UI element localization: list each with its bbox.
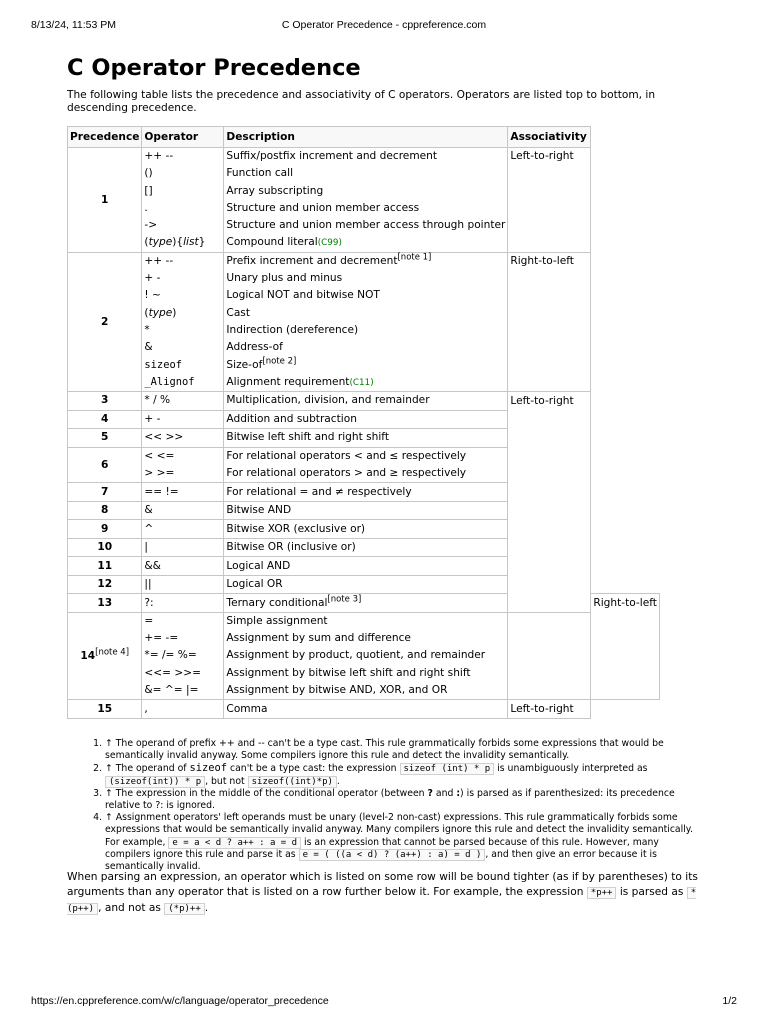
description-cell: Bitwise left shift and right shift xyxy=(224,429,508,448)
table-row-precedence-15 xyxy=(68,700,660,719)
note-text: , but not xyxy=(205,775,248,787)
description-cell xyxy=(224,252,508,391)
closing-paragraph xyxy=(67,870,707,917)
description-text: Size-of xyxy=(226,358,263,371)
paragraph-text: . xyxy=(204,902,209,914)
operator-part: list xyxy=(183,236,199,249)
operator-part: } xyxy=(198,236,206,249)
description: Structure and union member access through pointer xyxy=(226,219,506,232)
description: Address-of xyxy=(226,341,283,354)
operator-part: ){ xyxy=(172,236,184,249)
intro-paragraph: The following table lists the precedence and associativity of C operators. Operators are listed top to bottom, in descending precedence. xyxy=(67,89,656,114)
print-date: 8/13/24, 11:53 PM xyxy=(31,19,117,31)
note-text: , and then give an error because it is semantically invalid. xyxy=(105,848,657,873)
description xyxy=(226,374,505,391)
note-text: . xyxy=(336,775,340,787)
note-text: ↑ The expression in the middle of the conditional operator (between xyxy=(105,787,428,799)
operator: = xyxy=(144,614,154,627)
description-cell: Logical AND xyxy=(224,557,508,576)
precedence-table xyxy=(67,126,660,719)
table-row-precedence-2 xyxy=(68,252,660,391)
operator-cell: & xyxy=(142,501,224,520)
table-row-precedence-3 xyxy=(68,392,660,411)
operator-cell: << >> xyxy=(142,429,224,448)
operator: *= /= %= xyxy=(144,649,197,662)
operator-part: ( xyxy=(144,236,149,249)
associativity-cell: Left-to-right xyxy=(508,148,591,253)
note-4 xyxy=(105,812,701,873)
description-cell: Bitwise OR (inclusive or) xyxy=(224,538,508,557)
associativity-cell: Right-to-left xyxy=(591,594,660,700)
header-precedence: Precedence xyxy=(68,127,142,148)
operator-cell xyxy=(142,252,224,391)
operator: ++ -- xyxy=(144,254,174,267)
operator: -> xyxy=(144,219,158,232)
operator-cell: == != xyxy=(142,483,224,502)
operator-cell: , xyxy=(142,700,224,719)
code-snippet: (sizeof(int)) * p xyxy=(105,776,205,788)
description-cell xyxy=(224,612,508,699)
operator: [] xyxy=(144,184,153,197)
description-cell: Comma xyxy=(224,700,508,719)
operator-cell: + - xyxy=(142,410,224,429)
note-text: can't be a type cast: the expression xyxy=(227,763,400,775)
description: For relational operators < and ≤ respectively xyxy=(226,449,467,462)
paragraph-text: , and not as xyxy=(98,902,165,914)
description-cell: Bitwise AND xyxy=(224,501,508,520)
associativity-cell: Right-to-left xyxy=(508,252,591,391)
operator-cell: | xyxy=(142,538,224,557)
description: Assignment by sum and difference xyxy=(226,632,411,645)
operator: + - xyxy=(144,272,161,285)
note-link[interactable]: [note 2] xyxy=(262,356,297,367)
description-cell xyxy=(224,594,508,613)
precedence-cell: 1 xyxy=(68,148,142,253)
operator: <<= >>= xyxy=(144,666,202,679)
precedence-cell: 13 xyxy=(68,594,142,613)
page-number: 1/2 xyxy=(722,995,737,1007)
description: Function call xyxy=(226,167,294,180)
description-cell: Multiplication, division, and remainder xyxy=(224,392,508,411)
precedence-cell: 11 xyxy=(68,557,142,576)
note-text: ↑ The operand of xyxy=(105,763,190,775)
operator-cell xyxy=(142,612,224,699)
description-cell xyxy=(224,447,508,483)
associativity-cell: Left-to-right xyxy=(508,392,591,613)
code-snippet: sizeof((int)*p) xyxy=(248,776,337,788)
code-snippet: (*p)++ xyxy=(164,903,205,915)
operator: ! ~ xyxy=(144,289,161,302)
precedence-cell: 8 xyxy=(68,501,142,520)
note-1: 1. ↑ The operand of prefix ++ and -- can't be a type cast. This rule grammatically forbids some expressions that would be semantically invalid anyway. Some compilers ignore this rule and detect the invalidity semantically. xyxy=(105,738,701,762)
note-text: and xyxy=(432,787,457,799)
version-tag[interactable]: (C11) xyxy=(349,377,374,388)
operator: > >= xyxy=(144,466,175,479)
description: Assignment by product, quotient, and remainder xyxy=(226,649,486,662)
operator-part: ( xyxy=(144,306,149,319)
operator: += -= xyxy=(144,632,179,645)
table-row-precedence-14 xyxy=(68,612,660,699)
precedence-cell: 15 xyxy=(68,700,142,719)
precedence-number: 14 xyxy=(80,649,96,662)
note-link[interactable]: [note 4] xyxy=(95,647,130,658)
operator xyxy=(144,234,221,251)
precedence-cell xyxy=(68,612,142,699)
paragraph-text: When parsing an expression, an operator which is listed on some row will be bound tighter (as if by parentheses) to its arguments than any operator that is listed on a row further below it. For example, the expression xyxy=(67,871,698,898)
description: Logical NOT and bitwise NOT xyxy=(226,289,380,302)
inline-code: : xyxy=(456,787,461,799)
description xyxy=(226,357,505,374)
operator-cell: && xyxy=(142,557,224,576)
precedence-cell: 6 xyxy=(68,447,142,483)
header-associativity: Associativity xyxy=(508,127,591,148)
description-text: Prefix increment and decrement xyxy=(226,254,398,267)
notes-list xyxy=(91,738,701,873)
precedence-cell: 7 xyxy=(68,483,142,502)
description xyxy=(226,253,505,270)
header-description: Description xyxy=(224,127,508,148)
code-snippet: e = a < d ? a++ : a = d xyxy=(168,837,301,849)
description-cell: Bitwise XOR (exclusive or) xyxy=(224,520,508,539)
inline-code: ? xyxy=(427,787,433,799)
description: Simple assignment xyxy=(226,614,328,627)
description: Structure and union member access xyxy=(226,201,420,214)
precedence-cell: 2 xyxy=(68,252,142,391)
operator-cell: ?: xyxy=(142,594,224,613)
description: Array subscripting xyxy=(226,184,324,197)
operator-part: ) xyxy=(172,306,177,319)
description xyxy=(226,234,505,251)
operator-cell xyxy=(142,148,224,253)
operator: sizeof xyxy=(144,358,182,371)
operator: * xyxy=(144,323,150,336)
operator-cell: || xyxy=(142,575,224,594)
operator-cell: ^ xyxy=(142,520,224,539)
note-text: is ignored. xyxy=(163,800,215,812)
code-snippet: e = ( ((a < d) ? (a++) : a) = d ) xyxy=(299,849,486,861)
note-link[interactable]: [note 3] xyxy=(327,593,362,604)
associativity-cell: Left-to-right xyxy=(508,700,591,719)
operator-cell xyxy=(142,447,224,483)
operator: & xyxy=(144,341,153,354)
operator-part: type xyxy=(148,236,173,249)
description-cell: Logical OR xyxy=(224,575,508,594)
inline-code: ?: xyxy=(155,800,164,812)
page-url: https://en.cppreference.com/w/c/language/operator_precedence xyxy=(31,995,329,1007)
operator: () xyxy=(144,167,153,180)
description-cell xyxy=(224,148,508,253)
code-snippet: sizeof (int) * p xyxy=(400,763,495,775)
description: Cast xyxy=(226,306,250,319)
description: Assignment by bitwise AND, XOR, and OR xyxy=(226,683,448,696)
operator: ++ -- xyxy=(144,150,174,162)
print-footer xyxy=(31,995,737,1009)
note-2 xyxy=(105,762,701,787)
operator xyxy=(144,305,221,322)
print-header xyxy=(31,19,737,33)
description-cell: For relational = and ≠ respectively xyxy=(224,483,508,502)
operator-cell: * / % xyxy=(142,392,224,411)
note-link[interactable]: [note 1] xyxy=(397,252,432,263)
description: Assignment by bitwise left shift and right shift xyxy=(226,666,471,679)
table-header-row xyxy=(68,127,660,148)
description: Unary plus and minus xyxy=(226,272,343,285)
precedence-cell: 12 xyxy=(68,575,142,594)
table-row-precedence-1 xyxy=(68,148,660,253)
description: For relational operators > and ≥ respectively xyxy=(226,466,467,479)
note-text: ) is parsed as if parenthesized: its precedence relative to xyxy=(105,787,675,812)
paragraph-text: is parsed as xyxy=(616,886,687,898)
operator: < <= xyxy=(144,449,175,462)
description: Indirection (dereference) xyxy=(226,323,359,336)
description-text: Alignment requirement xyxy=(226,375,350,388)
code-snippet: *p++ xyxy=(587,887,617,899)
description-text: Ternary conditional xyxy=(226,596,328,609)
note-text: is an expression that cannot be parsed because of this rule. However, many compilers ignore this rule and parse it as xyxy=(105,836,659,860)
description-cell: Addition and subtraction xyxy=(224,410,508,429)
operator: _Alignof xyxy=(144,375,195,388)
description: Suffix/postfix increment and decrement xyxy=(226,150,438,162)
precedence-cell: 10 xyxy=(68,538,142,557)
inline-code: sizeof xyxy=(189,762,228,775)
page-title: C Operator Precedence xyxy=(67,55,361,81)
note-text: is unambiguously interpreted as xyxy=(494,763,648,775)
precedence-cell: 5 xyxy=(68,429,142,448)
note-text: ↑ Assignment operators' left operands must be unary (level-2 non-cast) expressions. This rule grammatically forbids some expressions that would be semantically invalid anyway. Many compilers ignore this rule and detect the invalidity semantically. For example, xyxy=(105,812,693,848)
description-text: Compound literal xyxy=(226,236,318,249)
print-page-title: C Operator Precedence - cppreference.com xyxy=(281,19,487,31)
operator: &= ^= |= xyxy=(144,683,199,696)
precedence-cell: 9 xyxy=(68,520,142,539)
note-3 xyxy=(105,788,701,812)
precedence-cell: 4 xyxy=(68,410,142,429)
header-operator: Operator xyxy=(142,127,224,148)
code-snippet: *(p++) xyxy=(67,888,697,914)
version-tag[interactable]: (C99) xyxy=(317,238,342,249)
operator: . xyxy=(144,201,148,214)
operator-part: type xyxy=(148,306,173,319)
precedence-cell: 3 xyxy=(68,392,142,411)
